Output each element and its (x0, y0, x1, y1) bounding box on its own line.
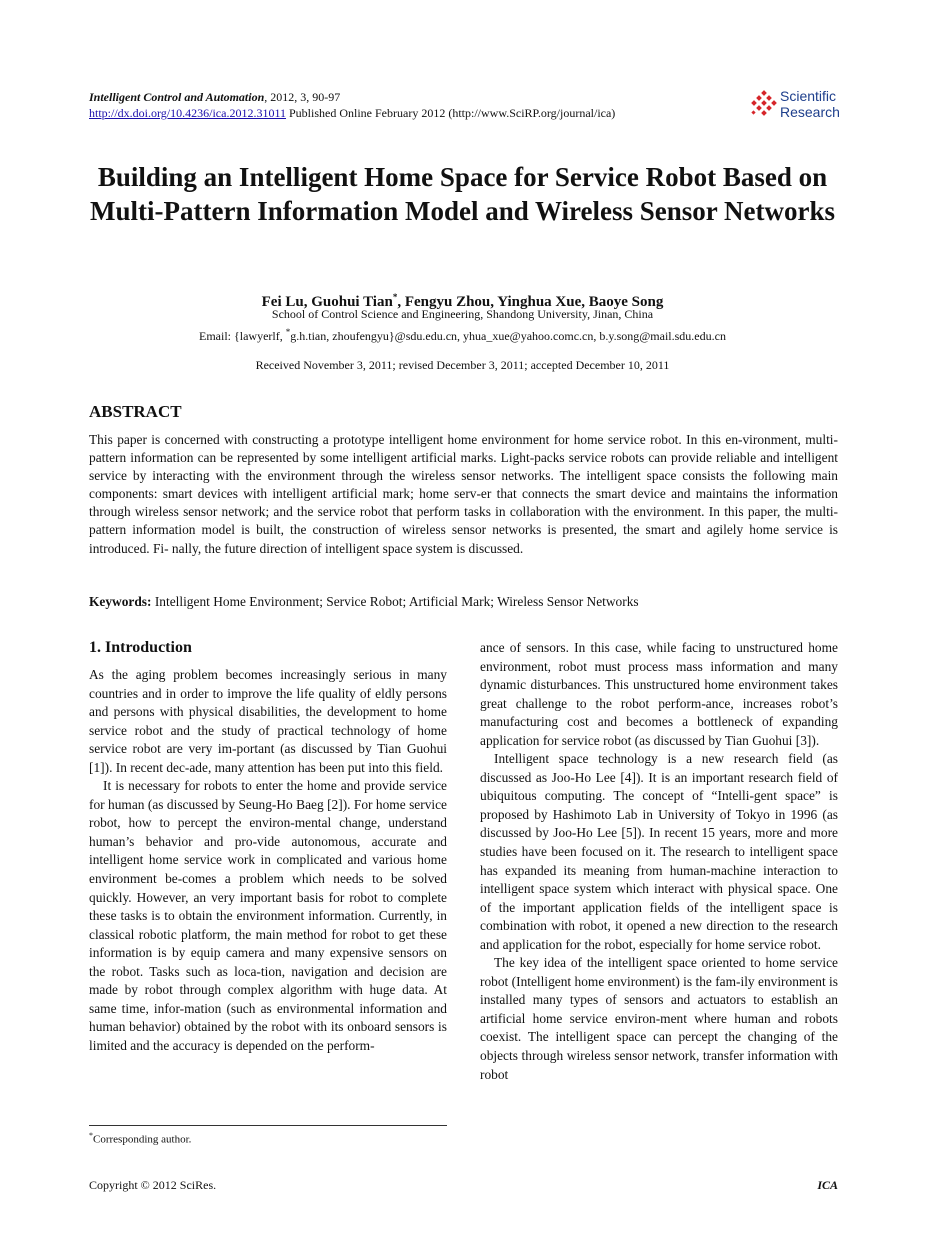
logo-line1: Scientific (780, 88, 837, 104)
email-line (60, 324, 865, 344)
footnote (89, 1129, 191, 1147)
corresponding-star: * (392, 292, 398, 302)
received-dates: Received November 3, 2011; revised December 3, 2011; accepted December 10, 2011 (255, 358, 670, 372)
published-text: Published Online February 2012 (http://www.SciRP.org/journal/ica) (286, 106, 616, 120)
paragraph: As the aging problem becomes increasingly serious in many countries and in order to improve the life quality of eldly persons and persons with physical disabilities, the development to home service robot and the study of practical technology of home service robot are very im-portant (as discussed by Tian Guohui [1]). In recent dec-ade, many attention has been put into this field. (89, 667, 447, 775)
copyright: Copyright © 2012 SciRes. (89, 1178, 217, 1192)
abstract-text: This paper is concerned with constructing a prototype intelligent home environment for home service robot. In this en-vironment, multi-pattern information can be represented by some intelligent artificial marks. Light-packs service robots can provide reliable and intelligent service by interacting with the environment through the wireless sensor networks. The intelligent space consists the following main components: smart devices with intelligent artificial mark; home serv-er that connects the smart device and maintains the information through wireless sensor network; and the service robot that perform tasks in collaboration with the environment. In this paper, the multi-pattern information model is built, the construction of wireless sensor networks is presented, the smart and agilely home service is introduced. Fi- nally, the future direction of intelligent space system is discussed. (89, 432, 838, 556)
logo-text (780, 88, 840, 120)
footnote-star: * (89, 1131, 93, 1140)
authors-part2: , Fengyu Zhou, Yinghua Xue, Baoye Song (397, 294, 664, 310)
keywords-line (89, 593, 838, 611)
paragraph: Intelligent space technology is a new research field (as discussed as Joo-Ho Lee [4]). It is an important research field of ubiquitous computing. The concept of “Intelli-gent space” is proposed by Hashimoto Lab in University of Tokyo in 1996 (as discussed by Joo-Ho Lee [5]). In recent 15 years, more and more studies have been focused on it. The research to intelligent space has expanded its meaning from human-machine interaction to intelligent space system which interact with physical space. One of the important application fields of the intelligent space is combination with robot, it opened a new direction to the research and application for the robot, especially for home service robot. (480, 751, 838, 952)
journal-citation (89, 89, 340, 105)
footnote-text: Corresponding author. (93, 1133, 192, 1146)
email-star: * (285, 327, 291, 337)
logo-line2: Research (780, 104, 840, 120)
keywords-text: Intelligent Home Environment; Service Robot; Artificial Mark; Wireless Sensor Networks (151, 594, 639, 609)
email-part2: g.h.tian, zhoufengyu}@sdu.edu.cn, yhua_xue@yahoo.comc.cn, b.y.song@mail.sdu.edu.cn (290, 329, 726, 343)
scientific-research-logo (750, 88, 850, 124)
authors-part1: Fei Lu, Guohui Tian (261, 294, 393, 310)
journal-issue: , 2012, 3, 90-97 (264, 90, 341, 104)
affiliation: School of Control Science and Engineering, Shandong University, Jinan, China (271, 307, 654, 321)
paragraph: It is necessary for robots to enter the home and provide service for human (as discussed by Seung-Ho Baeg [2]). For home service robot, how to percept the environ-mental change, understand human’s behavior and pro-vide autonomous, accurate and intelligent home service work in complicated and various home environment be-comes a problem which needs to be solved quickly. However, an very important basis for robot to complete these tasks is to obtain the environment information. Currently, in classical robotic platform, the main method for robot to get these information is by equip camera and many expensive sensors on the robot. Tasks such as loca-tion, navigation and decision are made by robot through complex algorithm with huge data. At same time, infor-mation (such as environmental information and human behavior) obtained by the robot with its onboard sensors is limited and the accuracy is depended on the perform- (89, 778, 447, 1053)
journal-abbreviation: ICA (817, 1178, 838, 1192)
footnote-rule (89, 1125, 447, 1126)
doi-line (89, 105, 615, 121)
keywords-label: Keywords: (89, 594, 152, 609)
paragraph: The key idea of the intelligent space oriented to home service robot (Intelligent home environment) is the fam-ily environment is installed many types of sensors and actuators to establish an artificial home service environ-ment where human and robots coexist. The intelligent space can percept the changing of the objects through wireless sensor network, transfer information with robot (480, 955, 838, 1082)
section-heading-introduction: 1. Introduction (89, 639, 192, 656)
paper-title: Building an Intelligent Home Space for Service Robot Based on Multi-Pattern Information Model and Wireless Sensor Networks (90, 162, 835, 226)
logo-diamond-icon (750, 90, 778, 120)
journal-name: Intelligent Control and Automation (89, 90, 265, 104)
doi-link[interactable]: http://dx.doi.org/10.4236/ica.2012.31011 (89, 106, 286, 120)
abstract-heading: ABSTRACT (89, 402, 182, 421)
email-part1: Email: {lawyerlf, (199, 329, 286, 343)
paragraph: ance of sensors. In this case, while facing to unstructured home environment, robot must process mass information and many dynamic disturbances. This unstructured home environment takes great challenge to the robot perform-ance, increases robot’s manufacturing cost and becomes a bottleneck of expanding application for service robot (as discussed by Tian Guohui [3]). (480, 640, 838, 748)
right-column (480, 639, 838, 1084)
left-column (89, 666, 447, 1055)
